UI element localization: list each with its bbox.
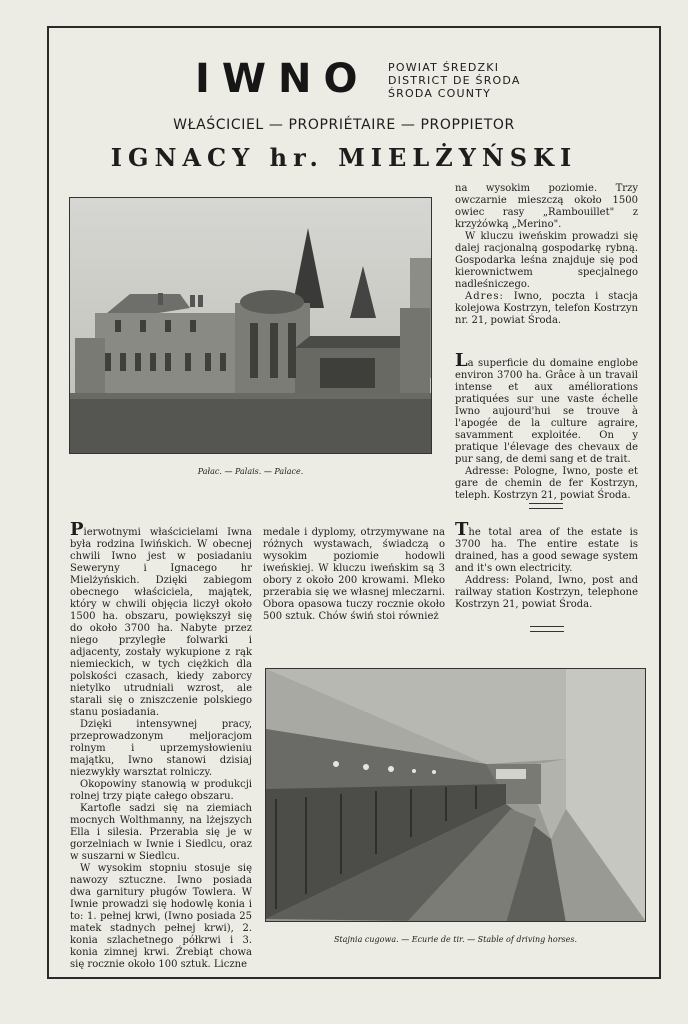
palace-illustration [70, 198, 432, 454]
english-address [455, 575, 638, 611]
stable-photo [265, 668, 646, 922]
polish-drop-cap: P [70, 519, 84, 540]
english-paragraph [455, 519, 638, 575]
french-text: a superficie du domaine englobe environ 3700 ha. Grâce à un travail intense et aux améliorations pratiquées sur une vaste échelle Iwno aujourd'hui se trouve à l'apogée de la culture agraire, savamment exploitée. On y pratique l'élevage des chevaux de pur sang, de demi sang et de trait. [455, 358, 638, 465]
polish-left-column [70, 519, 252, 971]
polish-work-paragraph: Dzięki intensywnej pracy, przeprowadzonym meljoracjom rolnym i uprzemysłowieniu majątku, Iwno stanowi dzisiaj niezwykły warsztat rolniczy. [70, 719, 252, 778]
polish-history-text: ierwotnymi właścicielami Iwna była rodzina Iwińskich. W obecnej chwili Iwno jest w posiadaniu Seweryny i Ignacego hr Mielżyńskich. Dzięki zabiegom obecnego właściciela, majątek, który w chwili objęcia liczył około 1500 ha. obszaru, powiększył się do około 3700 ha. Nabyte przez niego przyległe folwarki i adjacenty, zostały wykupione z rąk niemieckich, w tych ciężkich dla polskości czasach, kiedy zaborcy nietylko utrudniali wzrost, ale starali się o zniszczenie polskiego stanu posiadania. [70, 527, 252, 718]
french-address-text: Pologne, Iwno, poste et gare de chemin de fer Kostrzyn, teleph. Kostrzyn 21, powiat Środa. [455, 466, 638, 501]
french-column [455, 350, 638, 502]
district-line-en: ŚRODA COUNTY [388, 87, 492, 100]
page-title: IWNO [195, 56, 370, 102]
district-block [388, 61, 521, 100]
english-text: he total area of the estate is 3700 ha. The entire estate is drained, has a good sewage system and it's own electricity. [455, 527, 638, 574]
polish-middle-column [263, 527, 445, 623]
english-column [455, 519, 638, 611]
polish-history-paragraph [70, 519, 252, 719]
palace-caption: Pałac. — Palais. — Palace. [197, 467, 304, 476]
english-address-label: Address: [465, 575, 510, 586]
district-line-fr: DISTRICT DE ŚRODA [388, 74, 521, 87]
french-address-label: Adresse: [465, 466, 509, 477]
district-line-pl: POWIAT ŚREDZKI [388, 61, 500, 74]
stable-caption: Stajnia cugowa. — Ecurie de tir. — Stable of driving horses. [333, 935, 578, 944]
owner-name: IGNACY hr. MIELŻYŃSKI [110, 143, 578, 172]
owner-label: WŁAŚCICIEL — PROPRIÉTAIRE — PROPPIETOR [173, 117, 515, 133]
palace-photo [69, 197, 432, 454]
polish-horses-paragraph: W wysokim stopniu stosuje się nawozy sztuczne. Iwno posiada dwa garnitury pługów Towlera. W Iwnie prowadzi się hodowlę konia i to: 1. pełnej krwi, (Iwno posiada 25 matek stadnych pełnej krwi), 2. konia szlachetnego półkrwi i 3. konia zimnej krwi. Źrebiąt chowa się rocznie około 100 sztuk. Liczne [70, 863, 252, 970]
polish-potato-paragraph: Kartofle sadzi się na ziemiach mocnych Wolthmanny, na lżejszych Ella i silesia. Przerabia się je w gorzelniach w Iwnie i Siedlcu, oraz w suszarni w Siedlcu. [70, 803, 252, 862]
fishery-paragraph: W kluczu iweńskim prowadzi się dalej racjonalną gospodarkę rybną. Gospodarka leśna znajduje się pod kierownictwem specjalnego nadleśniczego. [455, 231, 638, 290]
french-drop-cap: L [455, 350, 468, 371]
french-paragraph [455, 350, 638, 466]
english-address-text: Poland, Iwno, post and railway station Kostrzyn, telephone Kostrzyn 21, powiat Środa. [455, 575, 638, 610]
polish-roots-paragraph: Okopowiny stanowią w produkcji rolnej trzy piąte całego obszaru. [70, 779, 252, 802]
divider-rule-english [530, 626, 564, 632]
french-address [455, 466, 638, 502]
right-top-column [455, 183, 638, 327]
stable-illustration [266, 669, 646, 922]
polish-address-label: Adres: [465, 291, 504, 302]
polish-address-text: Iwno, poczta i stacja kolejowa Kostrzyn, telefon Kostrzyn nr. 21, powiat Środa. [455, 291, 638, 326]
english-drop-cap: T [455, 519, 469, 540]
polish-cattle-paragraph: medale i dyplomy, otrzymywane na różnych wystawach, świadczą o wysokim poziomie hodowli iweńskiej. W kluczu iweńskim są 3 obory z około 200 krowami. Mleko przerabia się we własnej mleczarni. Obora opasowa tuczy rocznie około 500 sztuk. Chów świń stoi również [263, 527, 445, 622]
sheep-paragraph: na wysokim poziomie. Trzy owczarnie mieszczą około 1500 owiec rasy „Rambouillet" z krzyżówką „Merino". [455, 183, 638, 230]
divider-rule-french [529, 503, 563, 509]
polish-address [455, 291, 638, 327]
